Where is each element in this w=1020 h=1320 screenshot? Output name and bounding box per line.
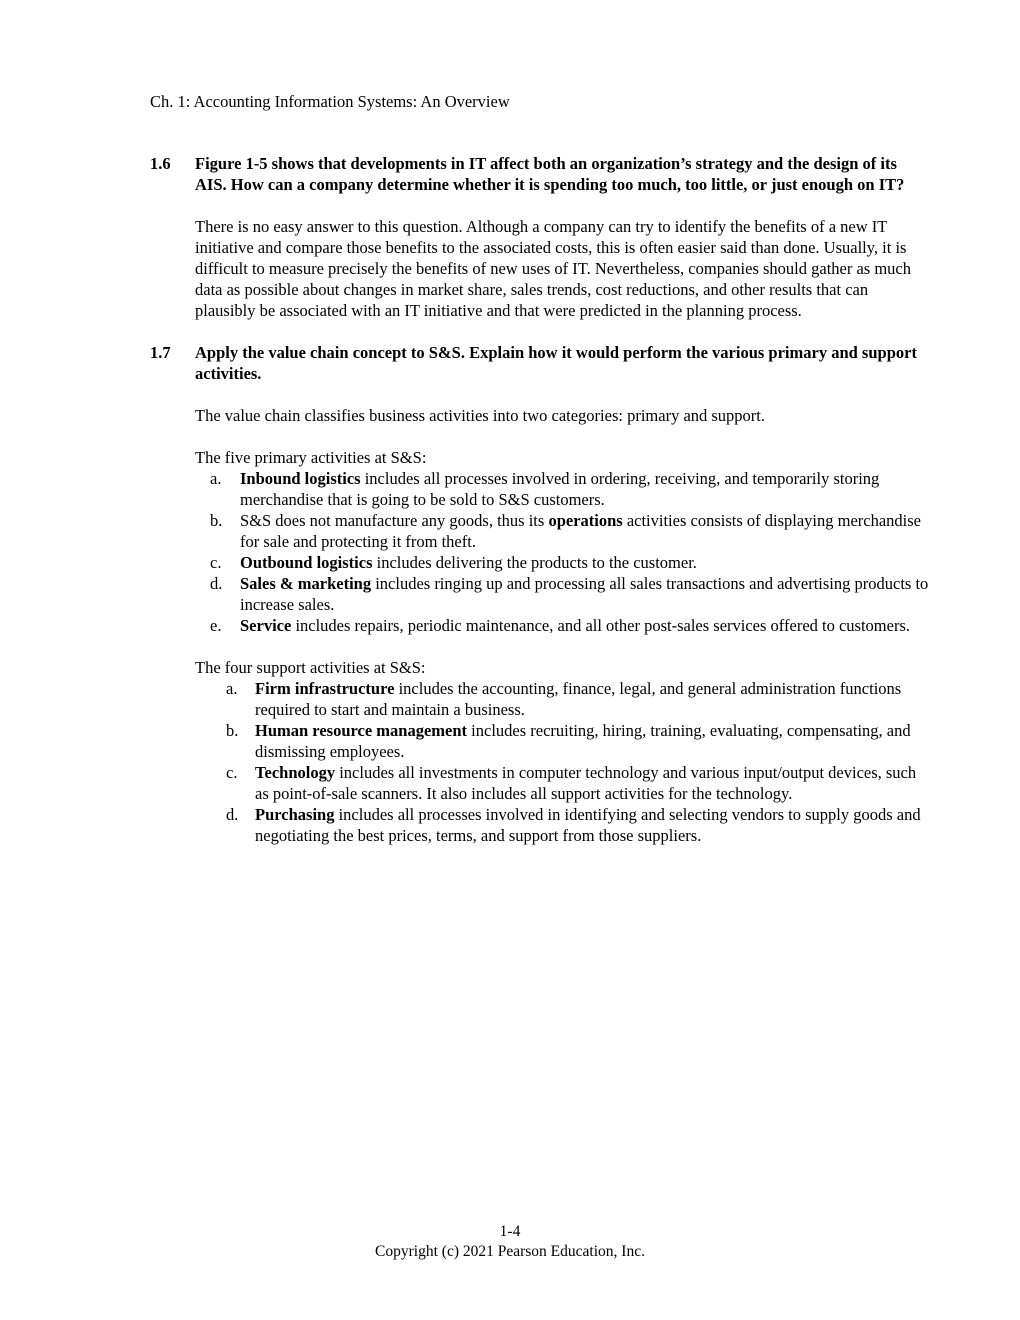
- list-marker: a.: [210, 469, 222, 488]
- item-term: Service: [240, 616, 292, 635]
- list-item: [150, 720, 930, 762]
- support-activities-list: [150, 678, 930, 846]
- primary-activities-heading: The five primary activities at S&S:: [195, 448, 427, 467]
- list-item: [150, 804, 930, 846]
- list-item: [150, 510, 930, 552]
- item-term: Outbound logistics: [240, 553, 373, 572]
- question-number: 1.6: [150, 154, 171, 173]
- primary-activities-list: [150, 468, 930, 636]
- list-marker: c.: [210, 553, 222, 572]
- item-text: includes the accounting, finance, legal, and general administration functions required to start and maintain a business.: [255, 679, 902, 719]
- item-text: includes delivering the products to the customer.: [372, 553, 697, 572]
- question-number: 1.7: [150, 343, 171, 362]
- question-1-7: [150, 342, 930, 846]
- item-term: Human resource management: [255, 721, 468, 740]
- question-prompt: [150, 153, 930, 195]
- list-item: [150, 615, 930, 636]
- item-term: Technology: [255, 763, 336, 782]
- item-text-before: S&S does not manufacture any goods, thus its: [240, 511, 549, 530]
- item-text: activities consists of displaying merchandise for sale and protecting it from theft.: [240, 511, 922, 551]
- copyright-notice: Copyright (c) 2021 Pearson Education, Inc.: [375, 1243, 645, 1260]
- list-marker: c.: [226, 763, 238, 782]
- list-marker: d.: [226, 805, 239, 824]
- list-marker: d.: [210, 574, 223, 593]
- item-text: includes repairs, periodic maintenance, and all other post-sales services offered to customers.: [291, 616, 910, 635]
- item-term: Inbound logistics: [240, 469, 361, 488]
- answer-paragraph: There is no easy answer to this question. Although a company can try to identify the benefits of a new IT initiative and compare those benefits to the associated costs, this is often easier said than done. Usually, it is difficult to measure precisely the benefits of new uses of IT. Nevertheless, companies should gather as much data as possible about changes in market share, sales trends, cost reductions, and other results that can plausibly be associated with an IT initiative and that were predicted in the planning process.: [195, 217, 912, 320]
- list-marker: e.: [210, 616, 222, 635]
- question-1-6: [150, 153, 930, 321]
- question-prompt: [150, 342, 930, 384]
- item-term: Purchasing: [255, 805, 335, 824]
- list-item: [150, 468, 930, 510]
- list-item: [150, 552, 930, 573]
- list-item: [150, 678, 930, 720]
- question-text: Figure 1-5 shows that developments in IT affect both an organization’s strategy and the design of its AIS. How can a company determine whether it is spending too much, too little, or just enough on IT?: [195, 154, 905, 194]
- item-text: includes recruiting, hiring, training, evaluating, compensating, and dismissing employees.: [255, 721, 911, 761]
- list-marker: b.: [226, 721, 239, 740]
- item-text: includes ringing up and processing all sales transactions and advertising products to increase sales.: [240, 574, 929, 614]
- support-activities-heading: The four support activities at S&S:: [195, 658, 426, 677]
- item-term: Sales & marketing: [240, 574, 372, 593]
- running-header: Ch. 1: Accounting Information Systems: An Overview: [150, 92, 510, 111]
- item-text: includes all processes involved in ordering, receiving, and temporarily storing merchandise that is going to be sold to S&S customers.: [240, 469, 880, 509]
- list-marker: a.: [226, 679, 238, 698]
- item-text: includes all investments in computer technology and various input/output devices, such as point-of-sale scanners. It also includes all support activities for the technology.: [255, 763, 917, 803]
- document-body: [150, 153, 930, 846]
- list-item: [150, 762, 930, 804]
- item-term: operations: [548, 511, 623, 530]
- page-number: 1-4: [499, 1223, 521, 1240]
- list-marker: b.: [210, 511, 223, 530]
- list-item: [150, 573, 930, 615]
- answer-intro-paragraph: The value chain classifies business activities into two categories: primary and support.: [195, 406, 766, 425]
- item-text: includes all processes involved in identifying and selecting vendors to supply goods and negotiating the best prices, terms, and support from those suppliers.: [255, 805, 921, 845]
- question-text: Apply the value chain concept to S&S. Explain how it would perform the various primary and support activities.: [195, 343, 917, 383]
- page-footer: [0, 1222, 1020, 1262]
- item-term: Firm infrastructure: [255, 679, 395, 698]
